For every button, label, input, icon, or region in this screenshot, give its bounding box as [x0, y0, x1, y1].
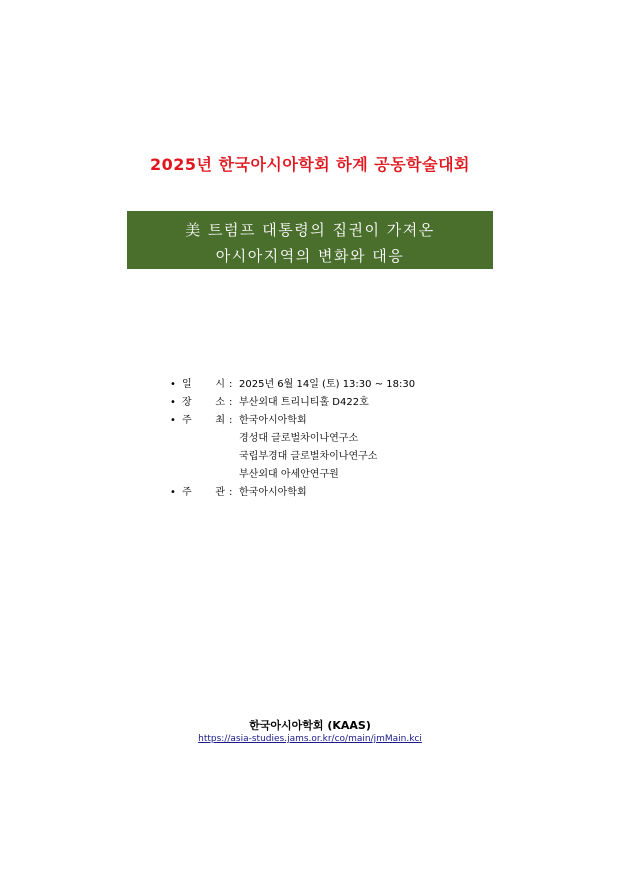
bullet: • — [170, 397, 176, 408]
host-item: 부산외대 아세안연구원 — [239, 469, 339, 480]
info-value-place: 부산외대 트리니티홀 D422호 — [239, 397, 369, 408]
footer-url-link[interactable]: https://asia-studies.jams.or.kr/co/main/jmMain.kci — [198, 734, 422, 744]
info-row-date — [170, 376, 415, 394]
colon: : — [229, 487, 233, 498]
info-value-host-list — [239, 412, 377, 484]
colon: : — [229, 379, 233, 390]
banner-line-1: 美 트럼프 대통령의 집권이 가져온 — [185, 221, 435, 239]
host-item: 경성대 글로벌차이나연구소 — [239, 433, 359, 444]
info-row-organizer — [170, 484, 415, 502]
event-info-list — [170, 376, 415, 502]
info-row-host — [170, 412, 415, 484]
label-char: 시 — [215, 379, 225, 390]
info-label-place — [182, 394, 229, 412]
info-value-organizer: 한국아시아학회 — [239, 487, 307, 498]
host-item: 국립부경대 글로벌차이나연구소 — [239, 451, 378, 462]
banner-line-2: 아시아지역의 변화와 대응 — [215, 247, 405, 265]
bullet: • — [170, 487, 176, 498]
label-char: 관 — [215, 487, 225, 498]
info-row-place — [170, 394, 415, 412]
label-char: 주 — [182, 487, 192, 498]
label-char: 장 — [182, 397, 192, 408]
info-label-date — [182, 376, 229, 394]
label-char: 주 — [182, 415, 192, 426]
label-char: 일 — [182, 379, 192, 390]
label-char: 소 — [215, 397, 225, 408]
colon: : — [229, 397, 233, 408]
bullet: • — [170, 379, 176, 390]
label-char: 최 — [215, 415, 225, 426]
info-label-host — [182, 412, 229, 430]
info-value-date: 2025년 6월 14일 (토) 13:30 ~ 18:30 — [239, 379, 416, 390]
footer-org-name: 한국아시아학회 (KAAS) — [249, 719, 371, 732]
topic-banner — [127, 211, 493, 269]
bullet: • — [170, 415, 176, 426]
host-item: 한국아시아학회 — [239, 415, 307, 426]
info-label-organizer — [182, 484, 229, 502]
colon: : — [229, 415, 233, 426]
page-title: 2025년 한국아시아학회 하계 공동학술대회 — [149, 155, 471, 174]
